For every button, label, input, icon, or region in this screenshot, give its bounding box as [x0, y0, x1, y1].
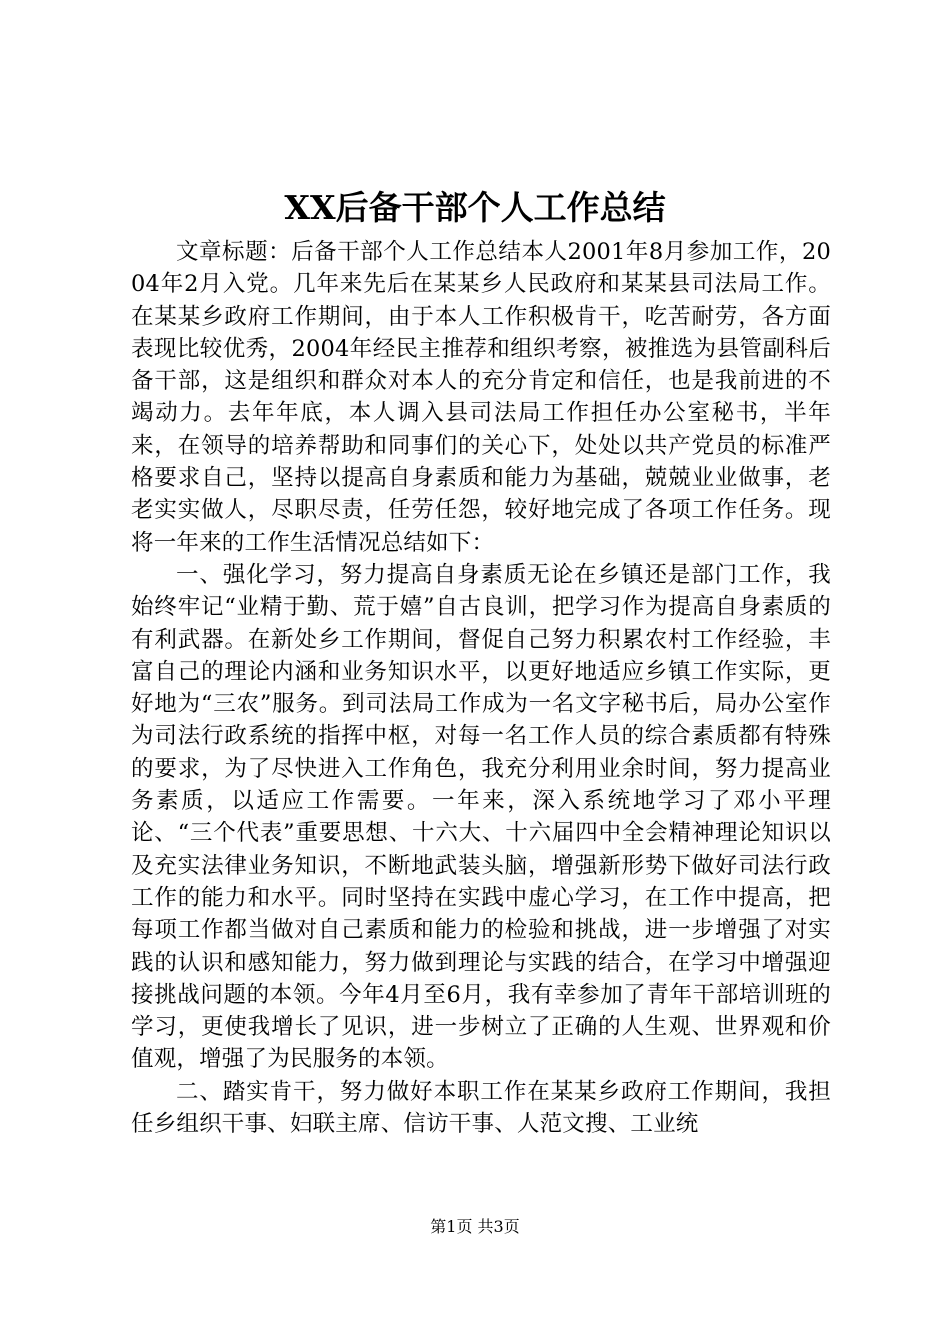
document-body	[131, 236, 831, 1140]
paragraph-section-1: 一、强化学习，努力提高自身素质无论在乡镇还是部门工作，我始终牢记“业精于勤、荒于嬉”自古良训，把学习作为提高自身素质的有利武器。在新处乡工作期间，督促自己努力积累农村工作经验，丰富自己的理论内涵和业务知识水平，以更好地适应乡镇工作实际，更好地为“三农”服务。到司法局工作成为一名文字秘书后，局办公室作为司法行政系统的指挥中枢，对每一名工作人员的综合素质都有特殊的要求，为了尽快进入工作角色，我充分利用业余时间，努力提高业务素质，以适应工作需要。一年来，深入系统地学习了邓小平理论、“三个代表”重要思想、十六大、十六届四中全会精神理论知识以及充实法律业务知识，不断地武装头脑，增强新形势下做好司法行政工作的能力和水平。同时坚持在实践中虚心学习，在工作中提高，把每项工作都当做对自己素质和能力的检验和挑战，进一步增强了对实践的认识和感知能力，努力做到理论与实践的结合，在学习中增强迎接挑战问题的本领。今年4月至6月，我有幸参加了青年干部培训班的学习，更使我增长了见识，进一步树立了正确的人生观、世界观和价值观，增强了为民服务的本领。	[131, 561, 831, 1073]
document-title: XX后备干部个人工作总结	[284, 188, 666, 227]
paragraph-section-2: 二、踏实肯干，努力做好本职工作在某某乡政府工作期间，我担任乡组织干事、妇联主席、信访干事、人范文搜、工业统	[131, 1078, 831, 1138]
page-number-footer: 第1页 共3页	[430, 1217, 520, 1236]
paragraph-intro: 文章标题：后备干部个人工作总结本人2001年8月参加工作，2004年2月入党。几年来先后在某某乡人民政府和某某县司法局工作。在某某乡政府工作期间，由于本人工作积极肯干，吃苦耐劳，各方面表现比较优秀，2004年经民主推荐和组织考察，被推选为县管副科后备干部，这是组织和群众对本人的充分肯定和信任，也是我前进的不竭动力。去年年底，本人调入县司法局工作担任办公室秘书，半年来，在领导的培养帮助和同事们的关心下，处处以共产党员的标准严格要求自己，坚持以提高自身素质和能力为基础，兢兢业业做事，老老实实做人，尽职尽责，任劳任怨，较好地完成了各项工作任务。现将一年来的工作生活情况总结如下：	[131, 239, 831, 556]
